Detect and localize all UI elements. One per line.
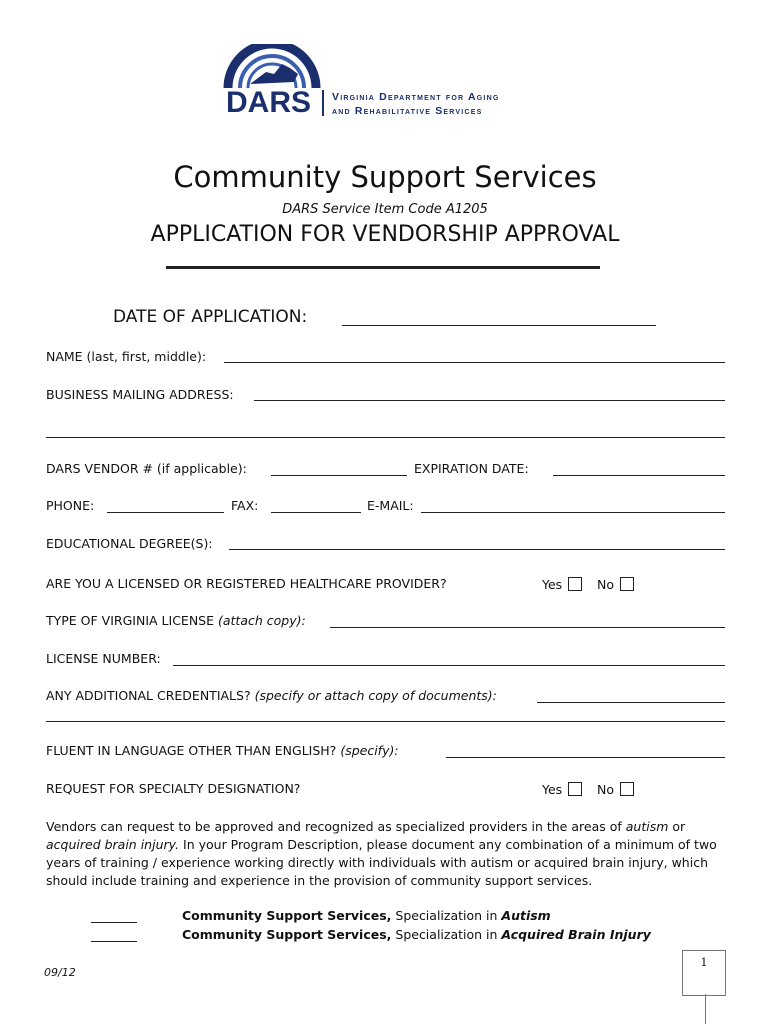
credentials-text: ANY ADDITIONAL CREDENTIALS?: [46, 688, 251, 703]
credentials-note: (specify or attach copy of documents):: [254, 688, 497, 703]
credentials-field-line-2[interactable]: [46, 721, 725, 722]
date-of-application-field[interactable]: [342, 325, 656, 326]
autism-specialization-blank[interactable]: [91, 922, 137, 923]
address-label: BUSINESS MAILING ADDRESS:: [46, 387, 234, 402]
phone-label: PHONE:: [46, 498, 95, 513]
license-type-text: TYPE OF VIRGINIA LICENSE: [46, 613, 214, 628]
credentials-field-line-1[interactable]: [537, 702, 725, 703]
page-number-tick: [705, 994, 706, 1024]
licensed-provider-label: ARE YOU A LICENSED OR REGISTERED HEALTHCARE PROVIDER?: [46, 576, 447, 591]
phone-field[interactable]: [107, 512, 224, 513]
language-label: [46, 743, 399, 758]
service-code: DARS Service Item Code A1205: [282, 202, 488, 217]
no-label: No: [597, 577, 614, 592]
page-number: 1: [700, 956, 708, 969]
agency-line-2: and Rehabilitative Services: [332, 105, 483, 117]
address-field-line-2[interactable]: [46, 437, 725, 438]
document-subtitle: APPLICATION FOR VENDORSHIP APPROVAL: [150, 222, 620, 247]
abi-specialization-blank[interactable]: [91, 941, 137, 942]
degree-field[interactable]: [229, 549, 725, 550]
license-type-note: (attach copy):: [217, 613, 306, 628]
paragraph-autism: autism: [625, 819, 669, 834]
document-title: Community Support Services: [173, 160, 597, 194]
paragraph-abi: acquired brain injury.: [46, 837, 180, 852]
autism-specialization-line: [182, 908, 551, 923]
service-name: Community Support Services,: [182, 908, 392, 923]
licensed-yes-checkbox[interactable]: [568, 577, 582, 591]
yes-label: Yes: [542, 577, 563, 592]
language-text: FLUENT IN LANGUAGE OTHER THAN ENGLISH?: [46, 743, 337, 758]
title-rule: [166, 266, 600, 269]
name-field[interactable]: [224, 362, 725, 363]
yes-label: Yes: [542, 782, 563, 797]
spec-abi: Acquired Brain Injury: [501, 927, 651, 942]
paragraph-text-2: In your Program Description, please document any combination of a minimum of two years of training / experience working directly with individuals with autism or acquired brain injury, which should include training and experience in the provision of community support services.: [46, 837, 717, 888]
agency-line-1: Virginia Department for Aging: [332, 91, 500, 103]
license-number-label: LICENSE NUMBER:: [46, 651, 161, 666]
paragraph-or: or: [668, 819, 686, 834]
license-type-label: [46, 613, 306, 628]
license-number-field[interactable]: [173, 665, 725, 666]
email-field[interactable]: [421, 512, 725, 513]
spec-prefix: Specialization in: [391, 927, 502, 942]
expiration-date-label: EXPIRATION DATE:: [414, 461, 529, 476]
paragraph-text-1: Vendors can request to be approved and recognized as specialized providers in the areas of: [46, 819, 626, 834]
fax-label: FAX:: [231, 498, 259, 513]
logo-text: DARS: [226, 86, 312, 119]
logo-divider: [322, 90, 324, 116]
spec-autism: Autism: [501, 908, 551, 923]
vendor-number-field[interactable]: [271, 475, 407, 476]
fax-field[interactable]: [271, 512, 361, 513]
language-note: (specify):: [340, 743, 399, 758]
abi-specialization-line: [182, 927, 651, 942]
credentials-label: [46, 688, 497, 703]
address-field-line-1[interactable]: [254, 400, 725, 401]
virginia-shape-icon: [250, 64, 298, 84]
spec-prefix: Specialization in: [391, 908, 502, 923]
license-type-field[interactable]: [330, 627, 725, 628]
date-of-application-label: DATE OF APPLICATION:: [113, 307, 308, 327]
name-label: NAME (last, first, middle):: [46, 349, 207, 364]
specialty-label: REQUEST FOR SPECIALTY DESIGNATION?: [46, 781, 301, 796]
footer-date: 09/12: [44, 966, 76, 979]
email-label: E-MAIL:: [367, 498, 414, 513]
licensed-yes-option[interactable]: [542, 577, 582, 592]
degree-label: EDUCATIONAL DEGREE(S):: [46, 536, 213, 551]
language-field[interactable]: [446, 757, 725, 758]
specialization-paragraph: [46, 818, 736, 890]
specialty-no-option[interactable]: [597, 782, 634, 797]
expiration-date-field[interactable]: [553, 475, 725, 476]
specialty-yes-checkbox[interactable]: [568, 782, 582, 796]
vendor-number-label: DARS VENDOR # (if applicable):: [46, 461, 247, 476]
no-label: No: [597, 782, 614, 797]
licensed-no-checkbox[interactable]: [620, 577, 634, 591]
licensed-no-option[interactable]: [597, 577, 634, 592]
specialty-no-checkbox[interactable]: [620, 782, 634, 796]
specialty-yes-option[interactable]: [542, 782, 582, 797]
service-name: Community Support Services,: [182, 927, 392, 942]
